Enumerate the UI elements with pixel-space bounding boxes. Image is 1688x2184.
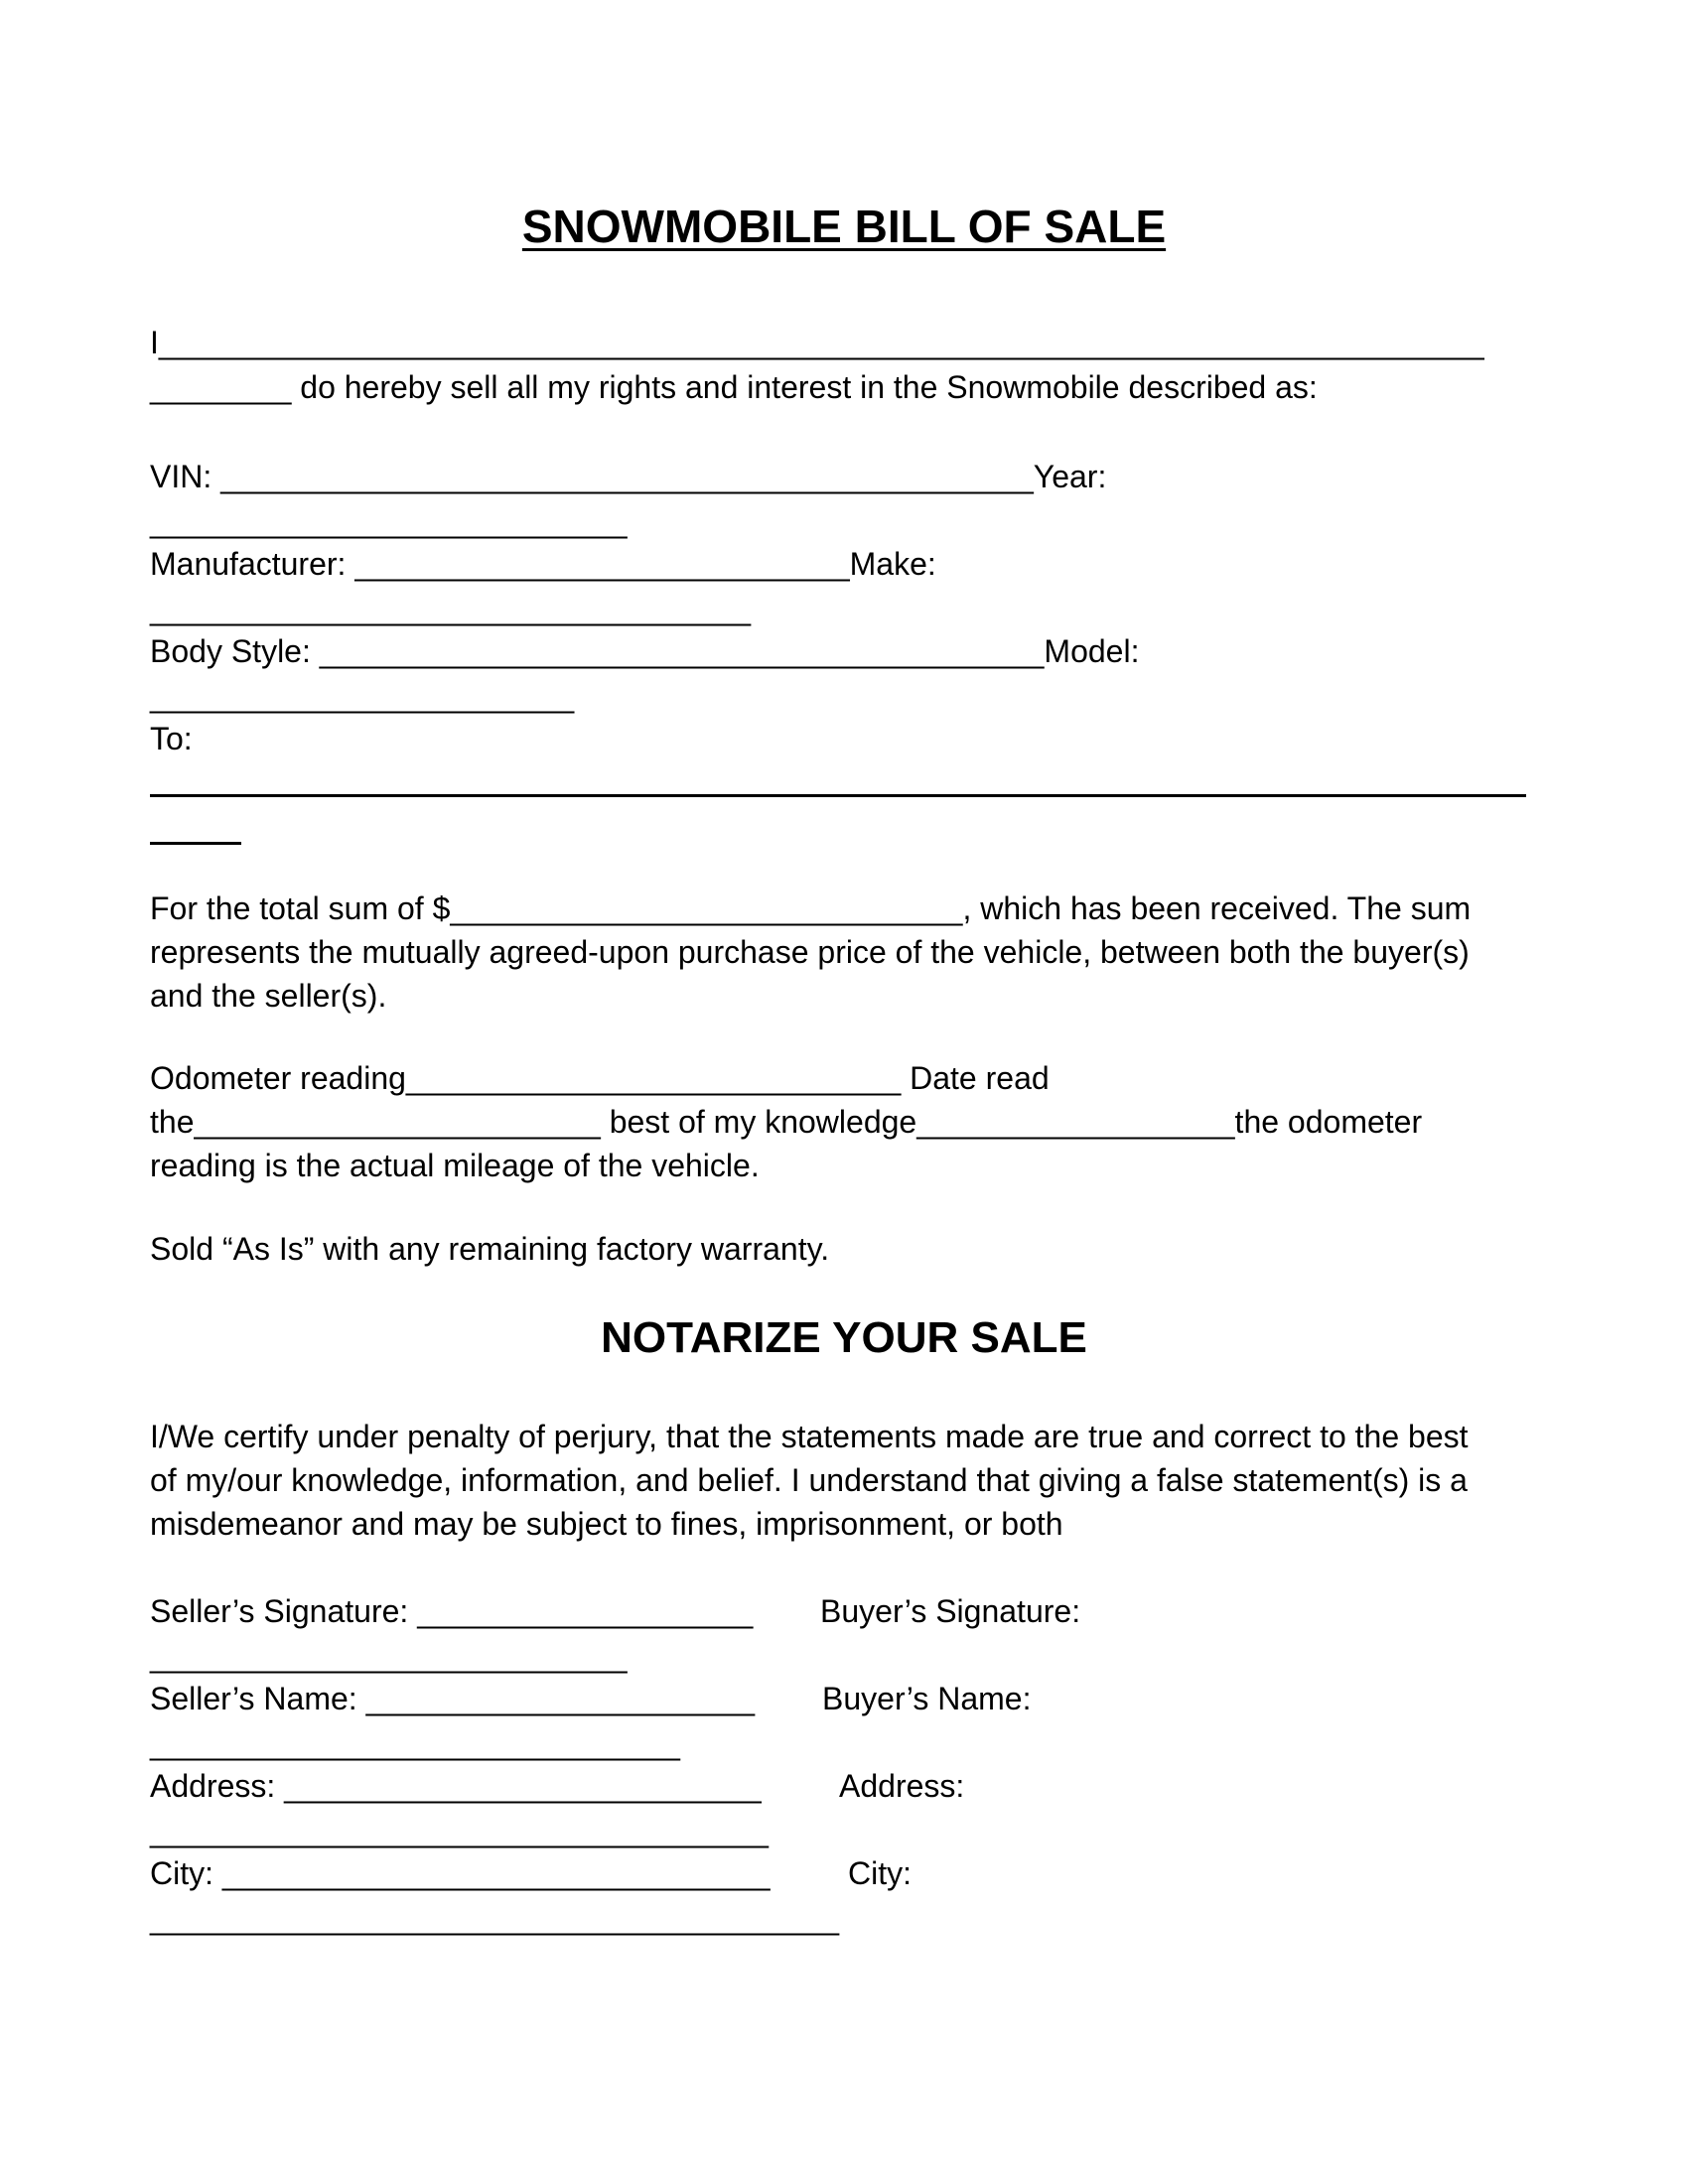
- odometer-statement: reading is the actual mileage of the vehicle.: [150, 1148, 760, 1183]
- seller-signature-field[interactable]: Seller’s Signature: ___________________: [150, 1593, 754, 1629]
- document-title: SNOWMOBILE BILL OF SALE: [521, 201, 1167, 252]
- vin-field[interactable]: VIN: ______________________________________________Year:: [150, 459, 1107, 494]
- sale-statement: ________ do hereby sell all my rights and interest in the Snowmobile described as:: [150, 369, 1318, 405]
- buyer-blank-rule-continued[interactable]: [150, 842, 241, 845]
- buyer-signature-blank[interactable]: ___________________________: [150, 1638, 628, 1674]
- odometer-date-field[interactable]: the_______________________ best of my knowledge__________________the odometer: [150, 1104, 1423, 1140]
- seller-name-field[interactable]: Seller’s Name: ______________________: [150, 1681, 756, 1716]
- make-field-blank[interactable]: __________________________________: [150, 591, 752, 626]
- odometer-reading-field[interactable]: Odometer reading____________________________ Date read: [150, 1060, 1050, 1096]
- buyer-city-label: City:: [848, 1855, 912, 1891]
- buyer-address-label: Address:: [839, 1768, 965, 1804]
- certify-line-1: I/We certify under penalty of perjury, that the statements made are true and correct to the best: [150, 1419, 1469, 1454]
- total-sum-field[interactable]: For the total sum of $_____________________________, which has been received. The sum: [150, 890, 1472, 926]
- seller-name-blank-line[interactable]: I___________________________________________________________________________: [150, 325, 1484, 360]
- sum-statement-line-2: represents the mutually agreed-upon purchase price of the vehicle, between both the buyer(s): [150, 934, 1470, 970]
- model-field-blank[interactable]: ________________________: [150, 678, 575, 714]
- body-style-field[interactable]: Body Style: _________________________________________Model:: [150, 633, 1140, 669]
- manufacturer-field[interactable]: Manufacturer: ____________________________Make:: [150, 546, 936, 582]
- to-label: To:: [150, 721, 193, 756]
- notarize-title: NOTARIZE YOUR SALE: [601, 1313, 1087, 1362]
- buyer-signature-label: Buyer’s Signature:: [820, 1593, 1081, 1629]
- seller-address-field[interactable]: Address: ___________________________: [150, 1768, 762, 1804]
- certify-line-3: misdemeanor and may be subject to fines, imprisonment, or both: [150, 1506, 1063, 1542]
- buyer-address-blank[interactable]: ___________________________________: [150, 1813, 769, 1848]
- as-is-statement: Sold “As Is” with any remaining factory warranty.: [150, 1231, 830, 1267]
- certify-line-2: of my/our knowledge, information, and belief. I understand that giving a false statement(s) is a: [150, 1462, 1468, 1498]
- buyer-name-label: Buyer’s Name:: [822, 1681, 1032, 1716]
- year-field-blank[interactable]: ___________________________: [150, 503, 628, 539]
- buyer-name-blank[interactable]: ______________________________: [150, 1725, 680, 1761]
- sum-statement-line-3: and the seller(s).: [150, 978, 387, 1014]
- buyer-blank-rule[interactable]: [150, 794, 1526, 797]
- buyer-city-blank[interactable]: _______________________________________: [150, 1900, 840, 1936]
- seller-city-field[interactable]: City: _______________________________: [150, 1855, 771, 1891]
